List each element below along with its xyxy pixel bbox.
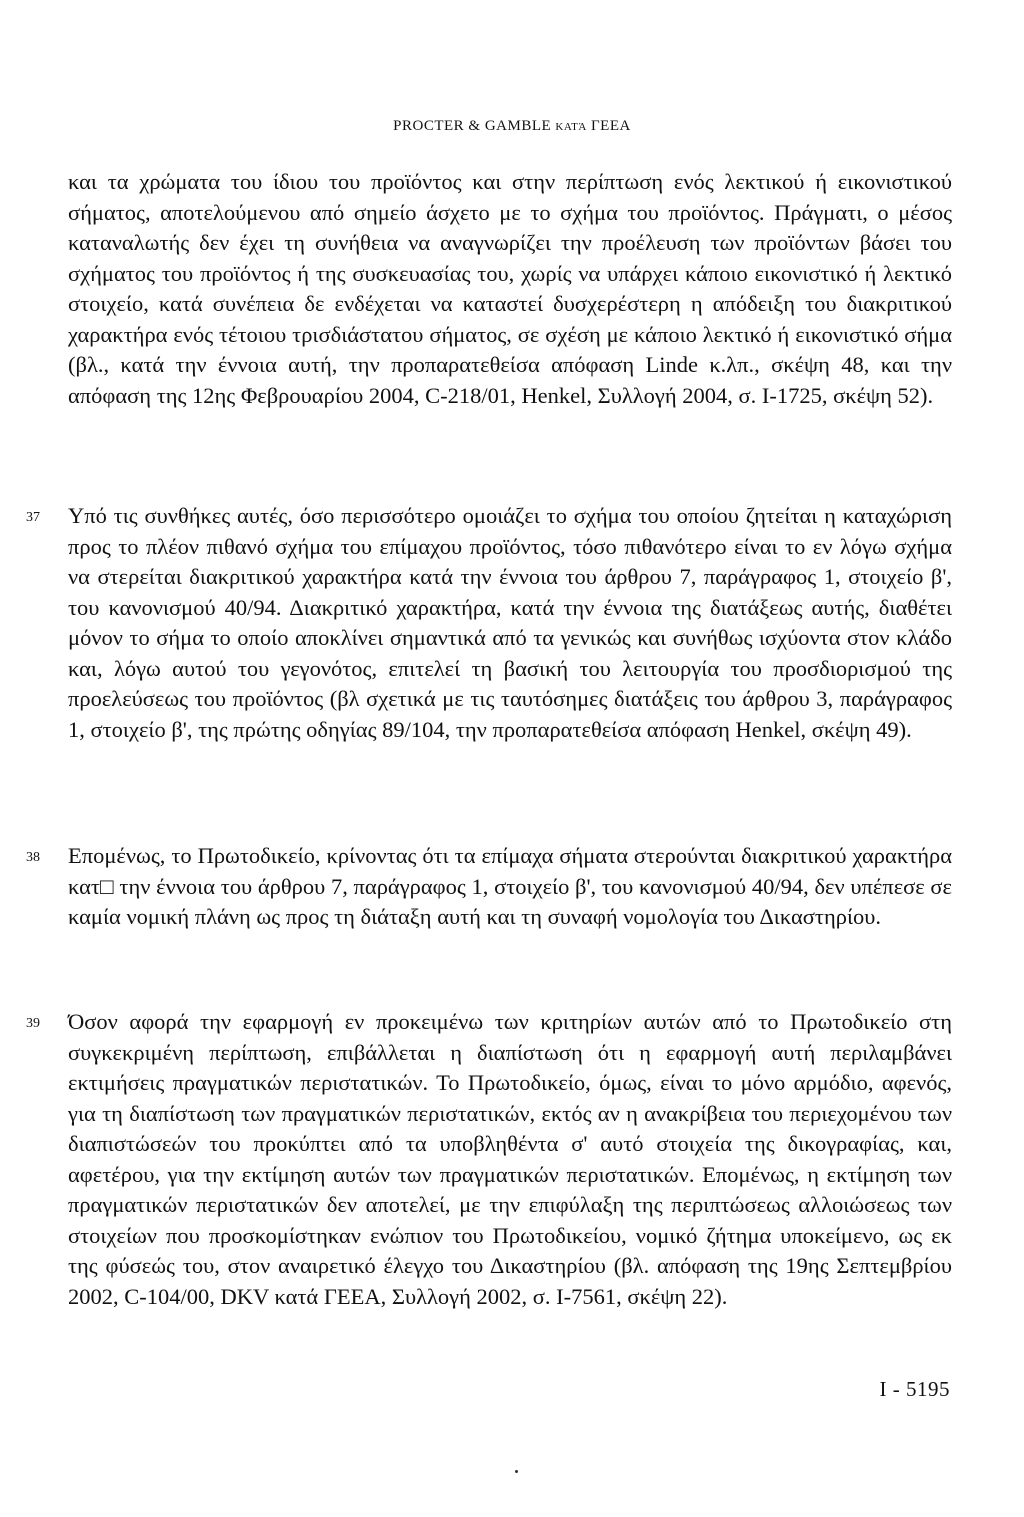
paragraph-number-38: 38 xyxy=(26,850,40,865)
paragraph-number-39: 39 xyxy=(26,1016,40,1031)
paragraph-38: Επομένως, το Πρωτοδικείο, κρίνοντας ότι τα επίμαχα σήματα στερούνται διακριτικού χαρακτήρα κατ□ την έννοια του άρθρου 7, παράγραφος 1, στοιχείο β', του κανονισμού 40/94, δεν υπέπεσε σε καμία νομική πλάνη ως προς τη διάταξη αυτή και τη συναφή νομολογία του Δικαστηρίου. xyxy=(68,843,952,929)
running-header: PROCTER & GAMBLE κατά ΓΕΕΑ xyxy=(393,118,631,134)
paragraph-37: Υπό τις συνθήκες αυτές, όσο περισσότερο ομοιάζει το σχήμα του οποίου ζητείται η καταχώριση προς το πλέον πιθανό σχήμα του επίμαχου προϊόντος, τόσο πιθανότερο είναι το εν λόγω σχήμα να στερείται διακριτικού χαρακτήρα κατά την έννοια του άρθρου 7, παράγραφος 1, στοιχείο β', του κανονισμού 40/94. Διακριτικό χαρακτήρα, κατά την έννοια της διατάξεως αυτής, διαθέτει μόνον το σήμα το οποίο αποκλίνει σημαντικά από τα γενικώς και συνήθως ισχύοντα στον κλάδο και, λόγω αυτού του γεγονότος, επιτελεί τη βασική του λειτουργία του προσδιορισμού της προελεύσεως του προϊόντος (βλ σχετικά με τις ταυτόσημες διατάξεις του άρθρου 3, παράγραφος 1, στοιχείο β', της πρώτης οδηγίας 89/104, την προπαρατεθείσα απόφαση Henkel, σκέψη 49). xyxy=(68,503,952,742)
page-number: I - 5195 xyxy=(879,1377,950,1401)
paragraph-39: Όσον αφορά την εφαρμογή εν προκειμένω των κριτηρίων αυτών από το Πρωτοδικείο στη συγκεκριμένη περίπτωση, επιβάλλεται η διαπίστωση ότι η εφαρμογή αυτή περιλαμβάνει εκτιμήσεις πραγματικών περιστατικών. Το Πρωτοδικείο, όμως, είναι το μόνο αρμόδιο, αφενός, για τη διαπίστωση των πραγματικών περιστατικών, εκτός αν η ανακρίβεια του περιεχομένου των διαπιστώσεών του προκύπτει από τα υποβληθέντα σ' αυτό στοιχεία της δικογραφίας, και, αφετέρου, για την εκτίμηση αυτών των πραγματικών περιστατικών. Επομένως, η εκτίμηση των πραγματικών περιστατικών δεν αποτελεί, με την επιφύλαξη της περιπτώσεως αλλοιώσεως των στοιχείων που προσκομίστηκαν ενώπιον του Πρωτοδικείου, νομικό ζήτημα υποκείμενο, ως εκ της φύσεώς του, στον αναιρετικό έλεγχο του Δικαστηρίου (βλ. απόφαση της 19ης Σεπτεμβρίου 2002, C-104/00, DKV κατά ΓΕΕΑ, Συλλογή 2002, σ. I-7561, σκέψη 22). xyxy=(68,1009,952,1309)
scan-speck xyxy=(515,1470,518,1473)
paragraph-continuation: και τα χρώματα του ίδιου του προϊόντος και στην περίπτωση ενός λεκτικού ή εικονιστικού σήματος, αποτελούμενου από σημείο άσχετο με το σχήμα του προϊόντος. Πράγματι, ο μέσος καταναλωτής δεν έχει τη συνήθεια να αναγνωρίζει την προέλευση των προϊόντων βάσει του σχήματος του προϊόντος ή της συσκευασίας του, χωρίς να υπάρχει κάποιο εικονιστικό ή λεκτικό στοιχείο, κατά συνέπεια δε ενδέχεται να καταστεί δυσχερέστερη η απόδειξη του διακριτικού χαρακτήρα ενός τέτοιου τρισδιάστατου σήματος, σε σχέση με κάποιο λεκτικό ή εικονιστικό σήμα (βλ., κατά την έννοια αυτή, την προπαρατεθείσα απόφαση Linde κ.λπ., σκέψη 48, και την απόφαση της 12ης Φεβρουαρίου 2004, C-218/01, Henkel, Συλλογή 2004, σ. I-1725, σκέψη 52). xyxy=(68,169,952,408)
paragraph-number-37: 37 xyxy=(26,510,40,525)
